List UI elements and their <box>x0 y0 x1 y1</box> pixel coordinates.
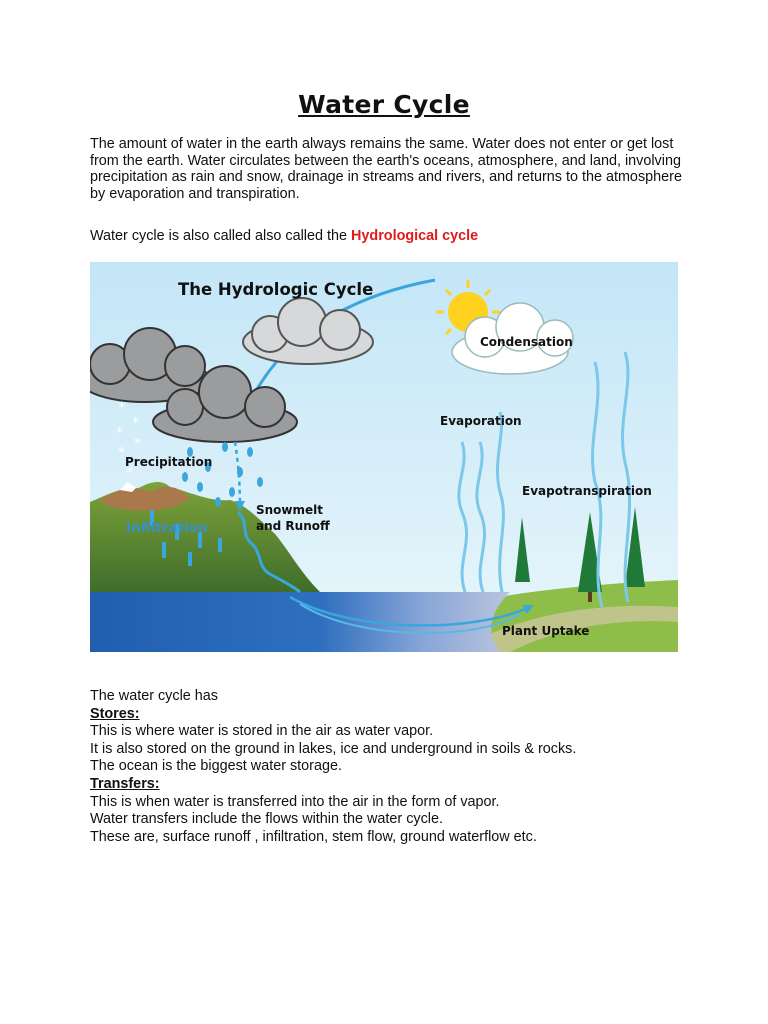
transfers-heading: Transfers: <box>90 775 160 792</box>
hydrological-cycle-term: Hydrological cycle <box>351 228 479 244</box>
stores-line-1: This is where water is stored in the air as water vapor. <box>90 723 434 740</box>
stores-heading: Stores: <box>90 705 140 722</box>
transfers-line-2: Water transfers include the flows within the water cycle. <box>90 811 443 828</box>
svg-text:*: * <box>116 425 123 441</box>
stores-line-2: It is also stored on the ground in lakes, ice and underground in soils & rocks. <box>90 740 577 757</box>
svg-text:*: * <box>134 436 141 452</box>
intro-paragraph: The amount of water in the earth always remains the same. Water does not enter or get lost from the earth. Water circulates between the earth's oceans, atmosphere, and land, involving precipitation as rain and snow, drainage in streams and rivers, and returns to the atmosphere by evaporation and transpiration. <box>90 136 682 202</box>
hydrologic-cycle-diagram <box>90 262 678 652</box>
svg-text:*: * <box>132 415 139 431</box>
svg-text:*: * <box>118 400 125 416</box>
transfers-line-1: This is when water is transferred into the air in the form of vapor. <box>90 793 500 810</box>
diagram-title: The Hydrologic Cycle <box>178 280 374 299</box>
body-section <box>90 688 710 846</box>
cycle-intro-line: The water cycle has <box>90 688 218 704</box>
also-called-prefix: Water cycle is also called also called the <box>90 228 352 244</box>
svg-text:*: * <box>126 465 133 481</box>
transfers-line-3: These are, surface runoff , infiltration, stem flow, ground waterflow etc. <box>90 828 537 845</box>
label-snowmelt-2: and Runoff <box>256 519 330 533</box>
stores-line-3: The ocean is the biggest water storage. <box>90 758 342 775</box>
page-title: Water Cycle <box>298 90 470 119</box>
label-snowmelt-1: Snowmelt <box>256 503 324 517</box>
label-condensation: Condensation <box>480 335 573 349</box>
label-precipitation: Precipitation <box>125 455 213 469</box>
svg-text:*: * <box>118 445 125 461</box>
label-plant-uptake: Plant Uptake <box>502 624 590 638</box>
label-evapotranspiration: Evapotranspiration <box>522 484 652 498</box>
label-infiltration: Infiltration <box>126 520 208 536</box>
also-called-line <box>90 228 690 245</box>
label-evaporation: Evaporation <box>440 414 522 428</box>
